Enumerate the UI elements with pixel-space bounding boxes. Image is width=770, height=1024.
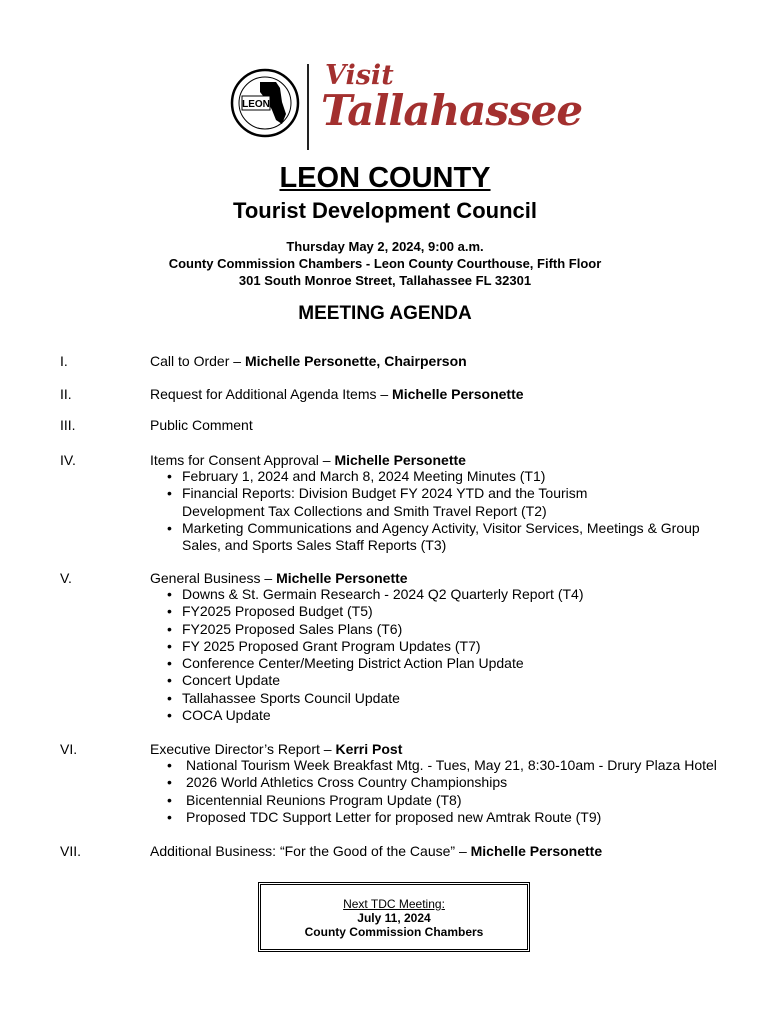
logo-city: Tallahassee bbox=[321, 86, 583, 135]
leon-county-seal-icon bbox=[230, 68, 300, 138]
meeting-address: 301 South Monroe Street, Tallahassee FL 32301 bbox=[238, 273, 532, 288]
item-presenter: Michelle Personette bbox=[470, 843, 603, 859]
item-number: IV. bbox=[60, 452, 76, 468]
item-text: Call to Order – bbox=[150, 353, 245, 369]
logo-divider bbox=[307, 64, 309, 150]
meeting-date: Thursday May 2, 2024, 9:00 a.m. bbox=[286, 239, 484, 254]
next-meeting-location: County Commission Chambers bbox=[304, 925, 484, 939]
header-logo bbox=[225, 60, 583, 152]
list-item: • Downs & St. Germain Research - 2024 Q2 Quarterly Report (T4) bbox=[150, 586, 730, 603]
next-meeting-box bbox=[258, 882, 530, 952]
item-presenter: Kerri Post bbox=[335, 741, 403, 757]
list-item: • Financial Reports: Division Budget FY 2024 YTD and the Tourism Development Tax Collections and Smith Travel Report (T2) bbox=[150, 485, 602, 520]
item-text: Executive Director’s Report – bbox=[150, 741, 336, 757]
item-presenter: Michelle Personette bbox=[392, 386, 524, 402]
item-presenter: Michelle Personette, Chairperson bbox=[244, 353, 467, 369]
item-number: V. bbox=[60, 570, 72, 586]
item-text: General Business – bbox=[150, 570, 277, 586]
item-text: Public Comment bbox=[150, 417, 253, 433]
list-item: • Marketing Communications and Agency Activity, Visitor Services, Meetings & Group Sales, and Sports Sales Staff Reports (T3) bbox=[150, 520, 730, 555]
item-bullets bbox=[150, 586, 730, 724]
item-text: Request for Additional Agenda Items – bbox=[150, 386, 393, 402]
item-number: VI. bbox=[60, 741, 78, 757]
list-item: • National Tourism Week Breakfast Mtg. - Tues, May 21, 8:30-10am - Drury Plaza Hotel bbox=[150, 757, 730, 774]
list-item: • Concert Update bbox=[150, 672, 730, 689]
list-item: • FY 2025 Proposed Grant Program Updates (T7) bbox=[150, 638, 730, 655]
list-item: • Conference Center/Meeting District Action Plan Update bbox=[150, 655, 730, 672]
list-item: • FY2025 Proposed Sales Plans (T6) bbox=[150, 621, 730, 638]
item-number: II. bbox=[60, 386, 72, 402]
next-meeting-label: Next TDC Meeting: bbox=[343, 897, 445, 911]
logo-visit: Visit bbox=[325, 60, 394, 91]
list-item: • Bicentennial Reunions Program Update (T8) bbox=[150, 792, 730, 809]
item-bullets bbox=[150, 468, 730, 554]
item-number: I. bbox=[60, 353, 68, 369]
item-bullets bbox=[150, 757, 730, 826]
next-meeting-date: July 11, 2024 bbox=[357, 911, 431, 925]
list-item: • COCA Update bbox=[150, 707, 730, 724]
list-item: • Proposed TDC Support Letter for proposed new Amtrak Route (T9) bbox=[150, 809, 730, 826]
page-title: LEON COUNTY bbox=[279, 162, 491, 194]
seal-text: LEON bbox=[242, 99, 270, 110]
list-item: • Tallahassee Sports Council Update bbox=[150, 690, 730, 707]
item-presenter: Michelle Personette bbox=[334, 452, 466, 468]
item-text: Additional Business: “For the Good of the Cause” – bbox=[150, 843, 471, 859]
item-number: VII. bbox=[60, 843, 82, 859]
list-item: • FY2025 Proposed Budget (T5) bbox=[150, 603, 730, 620]
list-item: • 2026 World Athletics Cross Country Championships bbox=[150, 774, 730, 791]
list-item: • February 1, 2024 and March 8, 2024 Meeting Minutes (T1) bbox=[150, 468, 730, 485]
agenda-heading: MEETING AGENDA bbox=[298, 303, 472, 324]
item-number: III. bbox=[60, 417, 76, 433]
item-text: Items for Consent Approval – bbox=[150, 452, 335, 468]
page-subtitle: Tourist Development Council bbox=[233, 198, 537, 223]
item-presenter: Michelle Personette bbox=[276, 570, 408, 586]
meeting-location: County Commission Chambers - Leon County Courthouse, Fifth Floor bbox=[168, 256, 602, 271]
